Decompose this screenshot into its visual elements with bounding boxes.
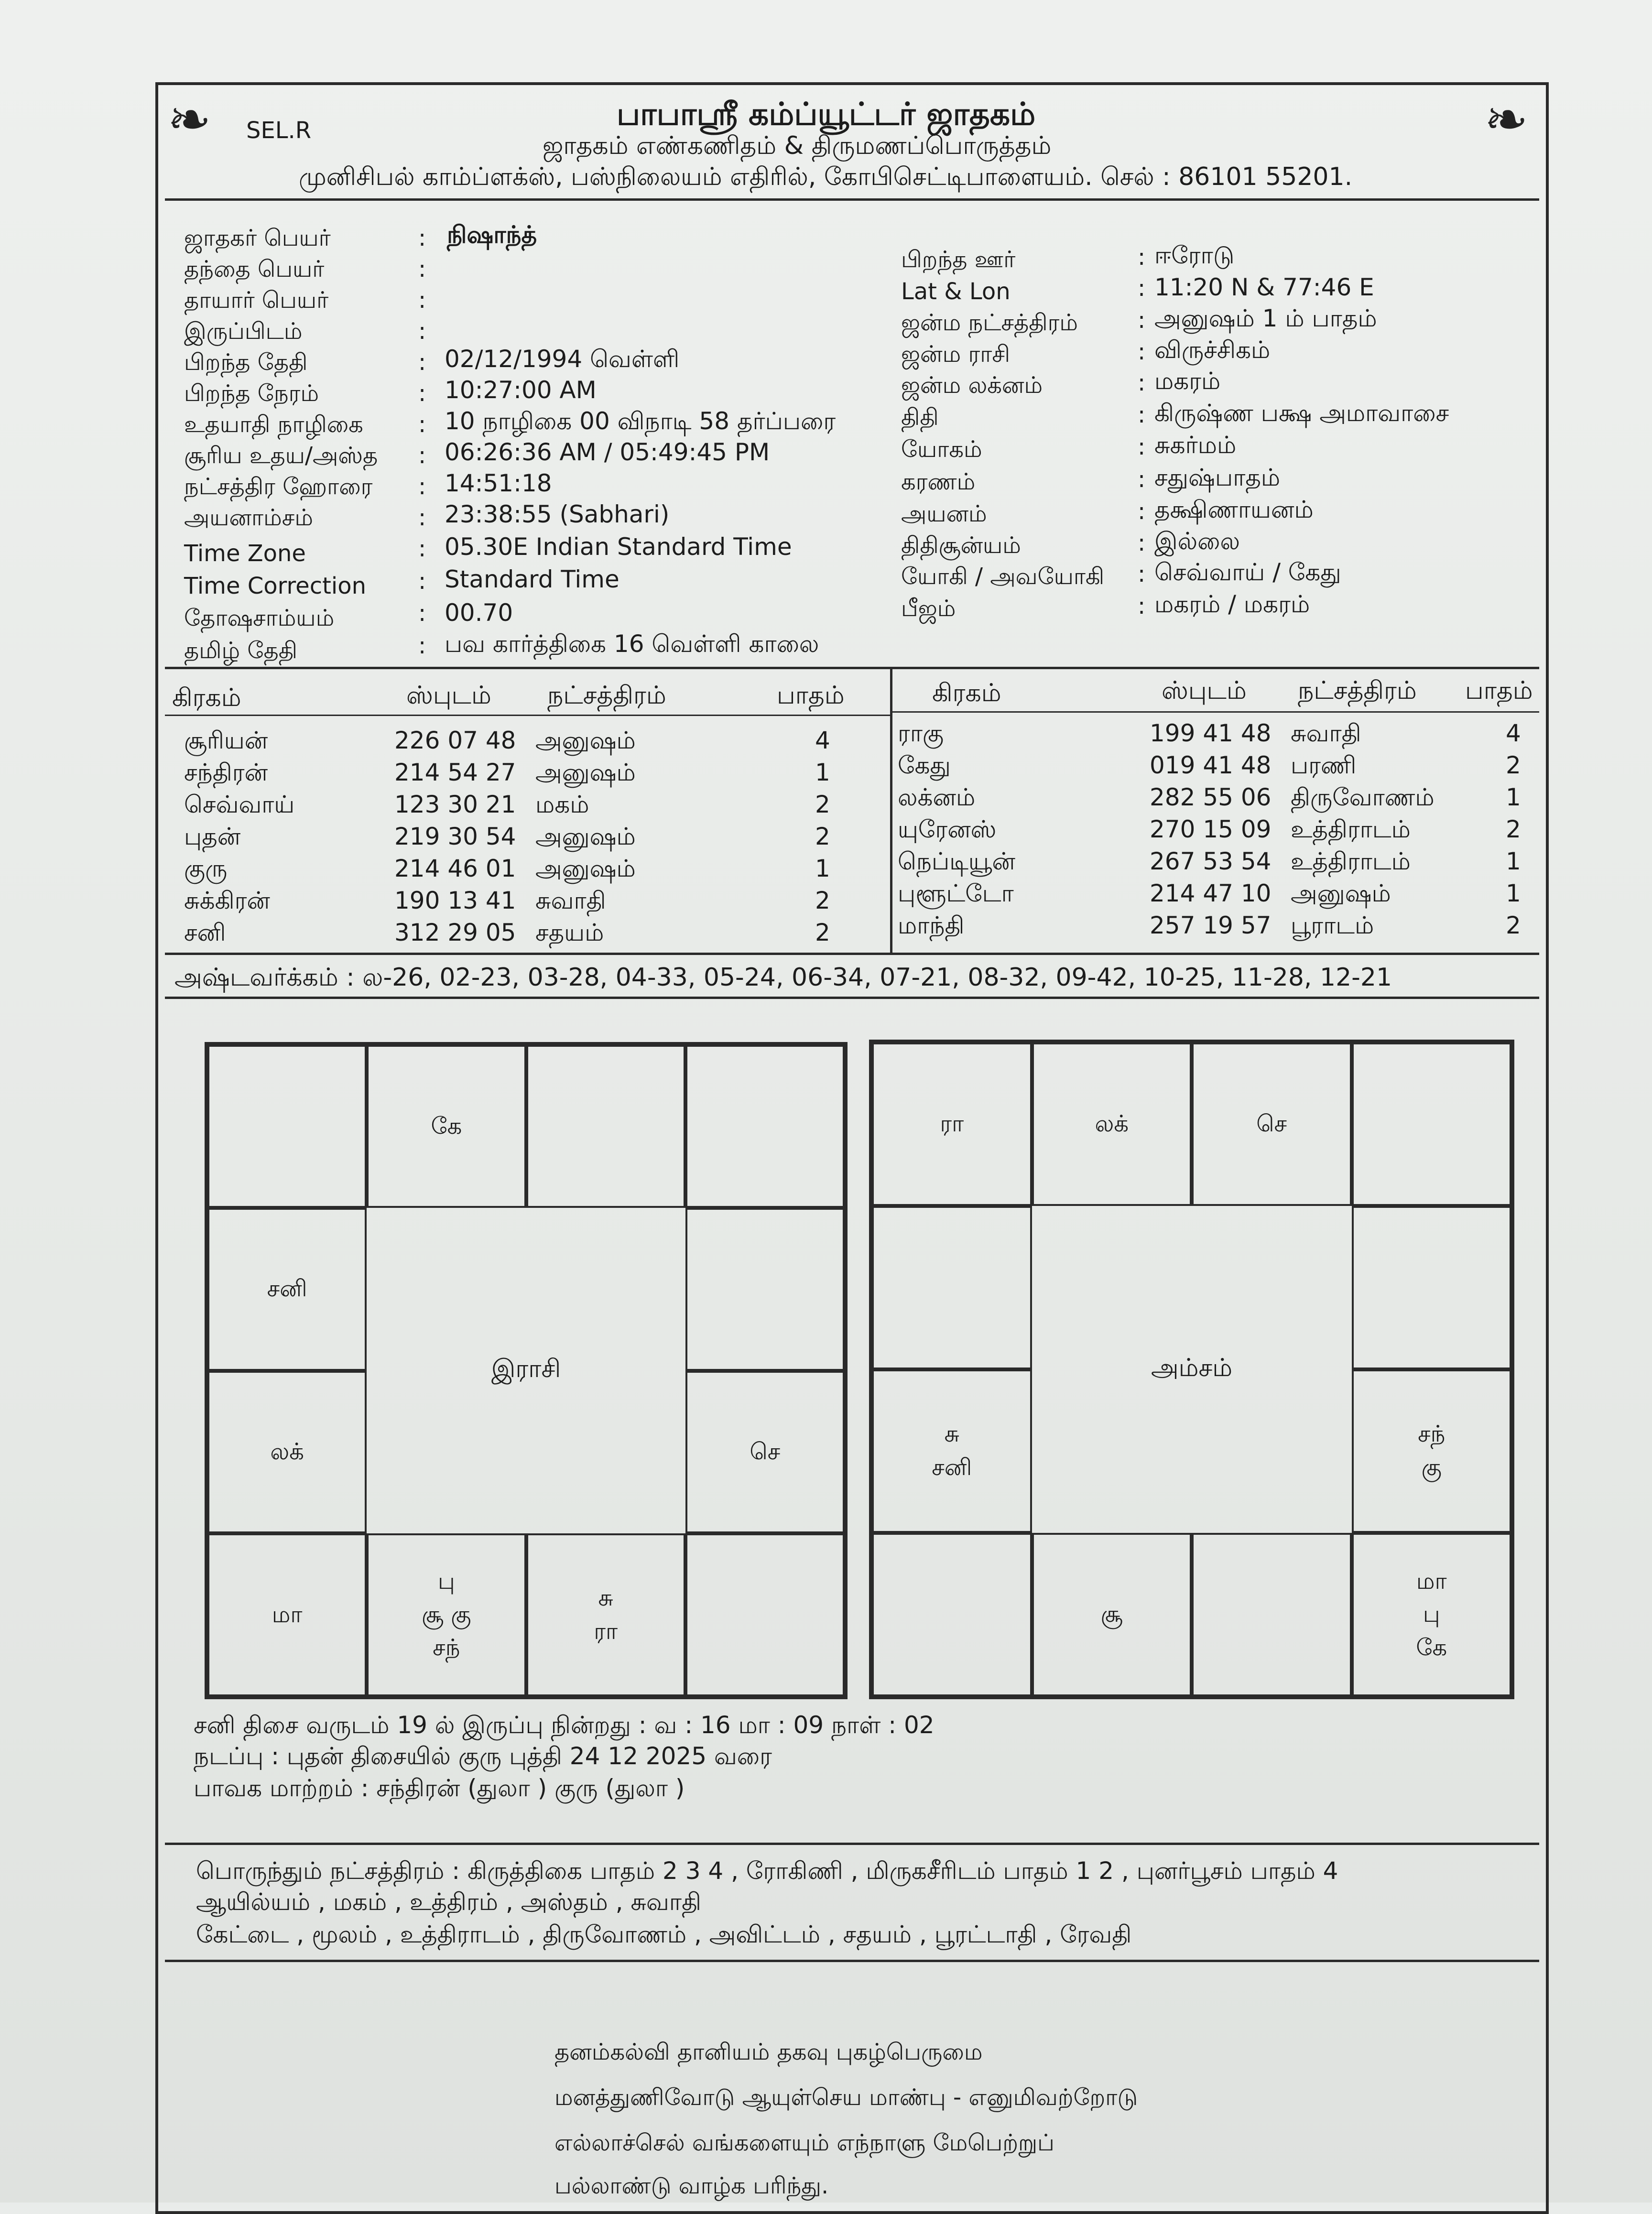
- chart-house: சனி: [207, 1208, 367, 1371]
- table-cell: உத்திராடம்: [1291, 847, 1411, 875]
- detail-colon: :: [1138, 530, 1146, 556]
- table-cell: 2: [1506, 751, 1521, 779]
- detail-label: யோகி / அவயோகி: [901, 563, 1105, 590]
- corner-ornament-right-icon: ❧: [1484, 89, 1529, 150]
- chart-house: செ: [1192, 1042, 1352, 1206]
- chart-house: சு சனி: [872, 1369, 1032, 1533]
- table-cell: சதயம்: [535, 919, 604, 946]
- detail-label: Time Zone: [184, 540, 306, 567]
- corner-ornament-left-icon: ❧: [167, 89, 212, 150]
- table-cell: சுவாதி: [535, 887, 606, 914]
- detail-colon: :: [418, 632, 426, 659]
- chart-house: [872, 1206, 1032, 1369]
- table-cell: அனுஷம்: [535, 727, 636, 754]
- table-cell: 1: [1506, 847, 1521, 875]
- chart-house: மா: [207, 1533, 367, 1696]
- table-cell: கேது: [898, 751, 951, 779]
- detail-colon: :: [1138, 402, 1146, 428]
- detail-label: இருப்பிடம்: [184, 318, 303, 345]
- table-cell: 2: [815, 919, 830, 946]
- header-code: SEL.R: [246, 117, 312, 144]
- detail-label: அயனம்: [901, 500, 987, 527]
- chart-house: செ: [685, 1371, 845, 1534]
- table-cell: 4: [815, 727, 830, 754]
- detail-value: 23:38:55 (Sabhari): [445, 500, 670, 528]
- detail-label: பீஜம்: [901, 595, 956, 622]
- table-header: நட்சத்திரம்: [547, 681, 666, 710]
- chart-house: [685, 1208, 845, 1371]
- chart-house: [1352, 1206, 1512, 1369]
- detail-value: விருச்சிகம்: [1154, 336, 1271, 364]
- detail-value: மகரம் / மகரம்: [1154, 590, 1310, 618]
- detail-colon: :: [418, 349, 426, 376]
- table-cell: 267 53 54: [1150, 847, 1272, 875]
- detail-value: நிஷாந்த்: [447, 221, 537, 249]
- table-cell: 2: [815, 823, 830, 850]
- table-header: ஸ்புடம்: [1162, 676, 1247, 705]
- detail-colon: :: [1138, 369, 1146, 396]
- table-cell: குரு: [184, 855, 228, 882]
- poem-line: மனத்துணிவோடு ஆயுள்செய மாண்பு - எனுமிவற்றோடு: [554, 2084, 1138, 2111]
- amsa-chart: [869, 1040, 1514, 1699]
- dasa-line-1: சனி திசை வருடம் 19 ல் இருப்பு நின்றது : வ : 16 மா : 09 நாள் : 02: [194, 1711, 935, 1739]
- divider: [165, 667, 1539, 669]
- chart-house: ரா: [872, 1042, 1032, 1206]
- table-cell: சுக்கிரன்: [184, 887, 270, 914]
- detail-value: அனுஷம் 1 ம் பாதம்: [1154, 304, 1377, 332]
- detail-label: ஜன்ம ராசி: [901, 341, 1010, 368]
- detail-value: 05.30E Indian Standard Time: [445, 533, 792, 561]
- detail-value: Standard Time: [445, 565, 620, 593]
- header-address: முனிசிபல் காம்ப்ளக்ஸ், பஸ்நிலையம் எதிரில், கோபிசெட்டிபாளையம். செல் : 86101 55201.: [299, 163, 1353, 191]
- table-cell: 226 07 48: [394, 727, 516, 754]
- table-cell: உத்திராடம்: [1291, 815, 1411, 843]
- detail-value: மகரம்: [1154, 367, 1221, 395]
- table-cell: லக்னம்: [898, 783, 976, 811]
- detail-colon: :: [1138, 244, 1146, 271]
- detail-colon: :: [418, 535, 426, 562]
- table-cell: 214 47 10: [1150, 879, 1272, 907]
- table-cell: மாந்தி: [898, 912, 965, 939]
- chart-house: [685, 1045, 845, 1208]
- table-cell: 257 19 57: [1150, 912, 1272, 939]
- detail-colon: :: [418, 473, 426, 500]
- detail-value: தக்ஷிணாயனம்: [1154, 496, 1314, 523]
- detail-colon: :: [418, 318, 426, 345]
- detail-label: தாயார் பெயர்: [184, 287, 329, 314]
- chart-house: சூ: [1032, 1533, 1192, 1696]
- detail-label: சூரிய உதய/அஸ்த: [184, 442, 378, 469]
- detail-value: 06:26:36 AM / 05:49:45 PM: [445, 438, 770, 466]
- poem-line: தனம்கல்வி தானியம் தகவு புகழ்பெருமை: [554, 2039, 983, 2065]
- table-header: ஸ்புடம்: [406, 681, 491, 710]
- chart-house: [207, 1045, 367, 1208]
- detail-colon: :: [1138, 307, 1146, 334]
- table-cell: 270 15 09: [1150, 815, 1272, 843]
- table-cell: 2: [1506, 912, 1521, 939]
- detail-label: ஜன்ம லக்னம்: [901, 372, 1043, 399]
- table-header: பாதம்: [777, 681, 845, 710]
- table-cell: 2: [815, 887, 830, 914]
- detail-value: இல்லை: [1154, 527, 1240, 555]
- detail-value: 10 நாழிகை 00 விநாடி 58 தர்ப்பரை: [445, 407, 836, 435]
- detail-value: சதுஷ்பாதம்: [1154, 464, 1281, 491]
- detail-colon: :: [1138, 498, 1146, 525]
- table-cell: பரணி: [1291, 751, 1357, 779]
- detail-colon: :: [418, 380, 426, 407]
- table-cell: சூரியன்: [184, 727, 268, 754]
- detail-colon: :: [418, 256, 426, 282]
- table-cell: 199 41 48: [1150, 719, 1272, 747]
- detail-label: அயனாம்சம்: [184, 504, 313, 531]
- detail-label: நட்சத்திர ஹோரை: [184, 473, 373, 500]
- chart-house: [872, 1533, 1032, 1696]
- table-cell: திருவோணம்: [1291, 783, 1435, 811]
- table-cell: 2: [1506, 815, 1521, 843]
- rasi-chart: [205, 1042, 848, 1699]
- matching-line-2: ஆயில்யம் , மகம் , உத்திரம் , அஸ்தம் , சுவாதி: [196, 1888, 701, 1916]
- detail-label: தோஷசாம்யம்: [184, 605, 335, 631]
- chart-title: இராசி: [491, 1355, 561, 1383]
- header-subtitle: ஜாதகம் எண்கணிதம் & திருமணப்பொருத்தம்: [543, 131, 1052, 160]
- detail-label: தந்தை பெயர்: [184, 256, 325, 282]
- detail-value: செவ்வாய் / கேது: [1154, 558, 1341, 586]
- table-cell: 219 30 54: [394, 823, 516, 850]
- divider: [165, 1960, 1539, 1962]
- poem-line: எல்லாச்செல் வங்களையும் எந்நாளு மேபெற்றுப்: [554, 2129, 1054, 2156]
- table-cell: 190 13 41: [394, 887, 516, 914]
- divider: [165, 198, 1539, 201]
- table-cell: அனுஷம்: [535, 855, 636, 882]
- table-header: பாதம்: [1465, 676, 1533, 705]
- detail-colon: :: [418, 442, 426, 469]
- detail-colon: :: [418, 600, 426, 627]
- detail-colon: :: [1138, 434, 1146, 460]
- detail-value: 02/12/1994 வெள்ளி: [445, 345, 680, 373]
- table-cell: புதன்: [184, 823, 241, 850]
- chart-title: அம்சம்: [1151, 1353, 1233, 1382]
- detail-value: 11:20 N & 77:46 E: [1154, 273, 1374, 301]
- detail-value: கிருஷ்ண பக்ஷ அமாவாசை: [1154, 399, 1449, 427]
- table-cell: 1: [815, 759, 830, 786]
- table-cell: 1: [1506, 879, 1521, 907]
- chart-house: மா பு கே: [1352, 1533, 1512, 1696]
- table-cell: சுவாதி: [1291, 719, 1361, 747]
- table-cell: சந்திரன்: [184, 759, 268, 786]
- table-cell: 1: [815, 855, 830, 882]
- table-cell: நெப்டியூன்: [898, 847, 1016, 875]
- detail-colon: :: [418, 411, 426, 438]
- table-cell: புளூட்டோ: [898, 879, 1014, 907]
- table-cell: அனுஷம்: [1291, 879, 1391, 907]
- detail-label: திதிசூன்யம்: [901, 532, 1021, 559]
- dasa-line-2: நடப்பு : புதன் திசையில் குரு புத்தி 24 12 2025 வரை: [194, 1742, 772, 1770]
- detail-colon: :: [418, 504, 426, 531]
- detail-label: தமிழ் தேதி: [184, 637, 298, 664]
- chart-house: [1192, 1533, 1352, 1696]
- chart-house: லக்: [207, 1371, 367, 1534]
- table-cell: 312 29 05: [394, 919, 516, 946]
- detail-colon: :: [418, 568, 426, 595]
- table-cell: 2: [815, 791, 830, 818]
- table-cell: யுரேனஸ்: [898, 815, 997, 843]
- table-cell: சனி: [184, 919, 226, 946]
- detail-colon: :: [1138, 338, 1146, 365]
- detail-label: பிறந்த தேதி: [184, 349, 308, 376]
- table-cell: மகம்: [535, 791, 589, 818]
- detail-label: ஜன்ம நட்சத்திரம்: [901, 309, 1078, 336]
- table-cell: 214 54 27: [394, 759, 516, 786]
- divider: [165, 1843, 1539, 1845]
- detail-label: திதி: [901, 404, 939, 431]
- table-header: நட்சத்திரம்: [1298, 676, 1417, 705]
- table-cell: செவ்வாய்: [184, 791, 295, 818]
- chart-house: பு சூ கு சந்: [367, 1533, 526, 1696]
- matching-line-1: பொருந்தும் நட்சத்திரம் : கிருத்திகை பாதம் 2 3 4 , ரோகிணி , மிருகசீரிடம் பாதம் 1 2 , புனர்பூசம் பாதம் 4: [196, 1857, 1338, 1885]
- table-cell: ராகு: [898, 719, 944, 747]
- detail-label: யோகம்: [901, 436, 982, 463]
- table-cell: 4: [1506, 719, 1521, 747]
- chart-house: சந் கு: [1352, 1369, 1512, 1533]
- dasa-line-3: பாவக மாற்றம் : சந்திரன் (துலா ) குரு (துலா ): [194, 1774, 685, 1802]
- table-cell: பூராடம்: [1291, 912, 1374, 939]
- table-cell: 123 30 21: [394, 791, 516, 818]
- table-cell: அனுஷம்: [535, 823, 636, 850]
- detail-colon: :: [418, 287, 426, 314]
- detail-colon: :: [1138, 593, 1146, 619]
- divider: [165, 953, 1539, 955]
- detail-label: உதயாதி நாழிகை: [184, 411, 363, 438]
- chart-house: [1352, 1042, 1512, 1206]
- detail-label: கரணம்: [901, 468, 976, 495]
- detail-value: 00.70: [445, 599, 513, 627]
- detail-label: Time Correction: [184, 573, 367, 599]
- detail-colon: :: [418, 225, 426, 251]
- table-header: கிரகம்: [932, 679, 1001, 707]
- chart-house: [526, 1045, 685, 1208]
- detail-label: பிறந்த நேரம்: [184, 380, 319, 407]
- detail-colon: :: [1138, 275, 1146, 302]
- chart-house: லக்: [1032, 1042, 1192, 1206]
- divider: [165, 715, 891, 716]
- table-cell: 019 41 48: [1150, 751, 1272, 779]
- detail-label: Lat & Lon: [901, 278, 1011, 305]
- table-cell: அனுஷம்: [535, 759, 636, 786]
- table-cell: 214 46 01: [394, 855, 516, 882]
- header-title: பாபாஸ்ரீ கம்ப்யூட்டர் ஜாதகம்: [617, 96, 1036, 132]
- detail-value: ஈரோடு: [1154, 241, 1235, 269]
- detail-value: 14:51:18: [445, 469, 552, 497]
- poem-line: பல்லாண்டு வாழ்க பரிந்து.: [554, 2172, 829, 2199]
- detail-value: பவ கார்த்திகை 16 வெள்ளி காலை: [445, 630, 819, 658]
- chart-house: [685, 1533, 845, 1696]
- detail-label: பிறந்த ஊர்: [901, 246, 1016, 273]
- divider: [891, 711, 1539, 713]
- divider: [165, 997, 1539, 999]
- table-header: கிரகம்: [172, 684, 241, 712]
- detail-colon: :: [1138, 561, 1146, 587]
- table-cell: 282 55 06: [1150, 783, 1272, 811]
- detail-value: 10:27:00 AM: [445, 376, 597, 404]
- detail-label: ஜாதகர் பெயர்: [184, 225, 331, 251]
- table-cell: 1: [1506, 783, 1521, 811]
- chart-house: சு ரா: [526, 1533, 685, 1696]
- matching-line-3: கேட்டை , மூலம் , உத்திராடம் , திருவோணம் , அவிட்டம் , சதயம் , பூரட்டாதி , ரேவதி: [196, 1921, 1132, 1948]
- ashtavarga: அஷ்டவர்க்கம் : ல-26, 02-23, 03-28, 04-33, 05-24, 06-34, 07-21, 08-32, 09-42, 10-25, 11-28, 12-21: [174, 963, 1392, 992]
- detail-value: சுகர்மம்: [1154, 431, 1237, 459]
- chart-house: கே: [367, 1045, 526, 1208]
- detail-colon: :: [1138, 466, 1146, 493]
